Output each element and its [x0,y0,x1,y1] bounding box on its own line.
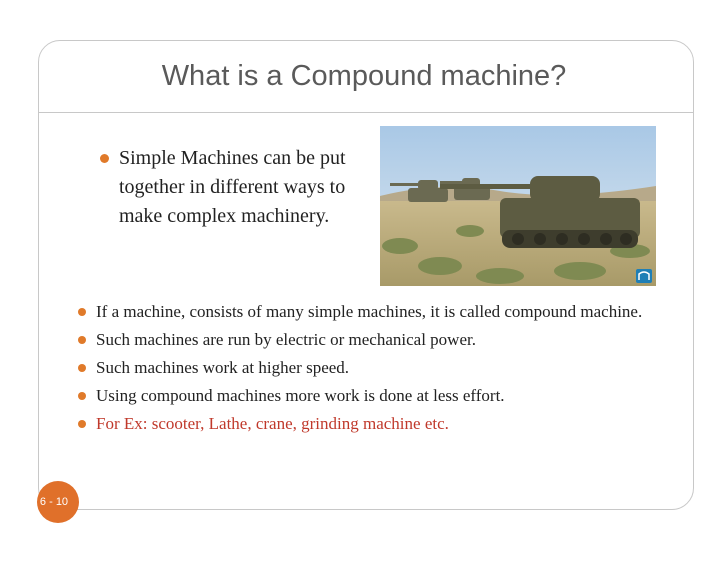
bullet-dot-icon [78,364,86,372]
bullet-dot-icon [78,392,86,400]
list-item-example [78,412,678,436]
list-item [78,328,678,352]
slide-title: What is a Compound machine? [161,60,567,92]
page-number: 6 - 10 [39,496,69,508]
bullet-text: If a machine, consists of many simple machines, it is called compound machine. [96,302,643,321]
list-item [78,356,678,380]
bullet-dot-icon [78,308,86,316]
intro-bullet [100,144,390,231]
bullet-dot-icon [78,336,86,344]
bullet-text: Such machines work at higher speed. [96,358,350,377]
bullet-list [78,300,678,440]
page-number-badge [37,481,79,523]
bullet-dot-icon [100,154,109,163]
tank-photo [380,126,656,286]
watermark-logo-icon [636,269,652,283]
list-item [78,384,678,408]
list-item [78,300,678,324]
bullet-text: Using compound machines more work is done at less effort. [96,386,505,405]
bullet-text: For Ex: scooter, Lathe, crane, grinding machine etc. [96,414,449,433]
bullet-text: Such machines are run by electric or mechanical power. [96,330,476,349]
intro-bullet-text: Simple Machines can be put together in different ways to make complex machinery. [119,147,346,227]
title-divider [38,112,694,113]
bullet-dot-icon [78,420,86,428]
